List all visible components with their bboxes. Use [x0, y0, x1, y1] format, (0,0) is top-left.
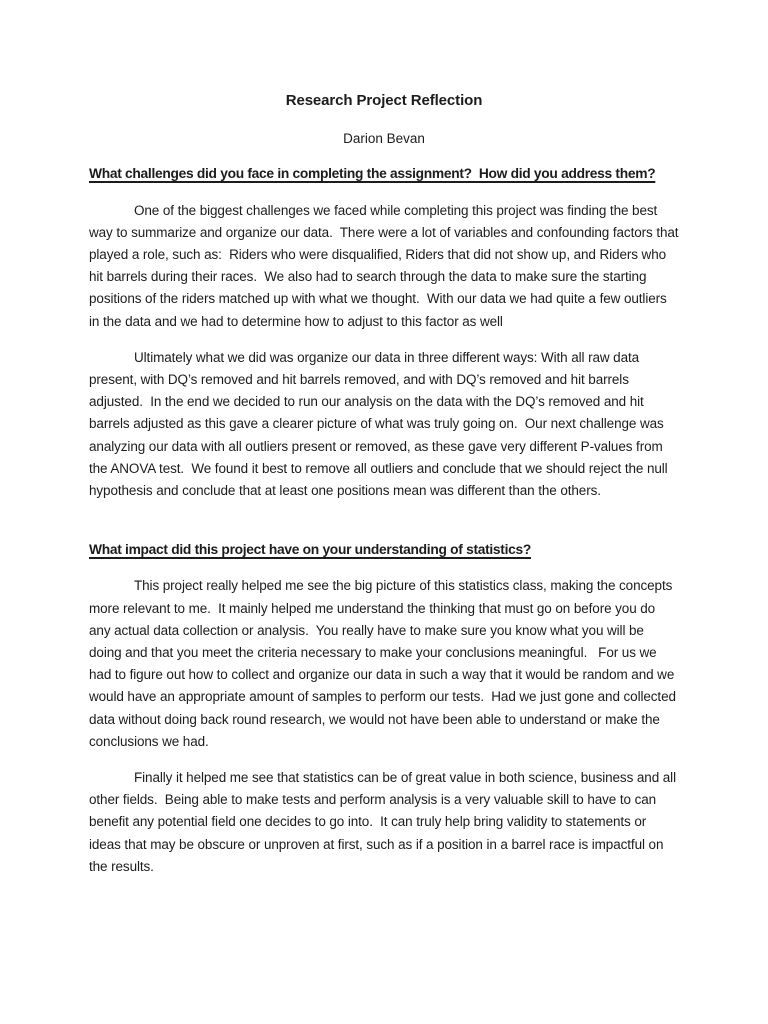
document-title: Research Project Reflection [285, 92, 483, 109]
paragraph-impact-1: This project really helped me see the big picture of this statistics class, making the concepts more relevant to me. It mainly helped me understand the thinking that must go on before you do any actual data collection or analysis. You really have to make sure you know what you will be doing and that you meet the criteria necessary to make your conclusions meaningful. For us we had to figure out how to collect and organize our data in such a way that it would be random and we would have an appropriate amount of samples to perform our tests. Had we just gone and collected data without doing back round research, we would not have been able to understand or make the conclusions we had. [89, 578, 680, 749]
section-impact [89, 539, 679, 878]
paragraph-impact-2: Finally it helped me see that statistics can be of great value in both science, business and all other fields. Being able to make tests and perform analysis is a very valuable skill to have to can benefit any potential field one decides to go into. It can truly help bring validity to statements or ideas that may be obscure or unproven at first, such as if a position in a barrel race is impactful on the results. [89, 770, 680, 874]
section-challenges [89, 163, 683, 502]
document-page [89, 0, 683, 878]
paragraph-challenges-2: Ultimately what we did was organize our data in three different ways: With all raw data present, with DQ’s removed and hit barrels removed, and with DQ’s removed and hit barrels adjusted. In the end we decided to run our analysis on the data with the DQ’s removed and hit barrels adjusted as this gave a clearer picture of what was truly going on. Our next challenge was analyzing our data with all outliers present or removed, as these gave very different P-values from the ANOVA test. We found it best to remove all outliers and conclude that we should reject the null hypothesis and conclude that at least one positions mean was different than the others. [89, 349, 672, 499]
section-impact-heading: What impact did this project have on your understanding of statistics? [89, 542, 532, 558]
document-author: Darion Bevan [343, 131, 425, 147]
paragraph-challenges-1: One of the biggest challenges we faced while completing this project was finding the best way to summarize and organize our data. There were a lot of variables and confounding factors that played a role, such as: Riders who were disqualified, Riders that did not show up, and Riders who hit barrels during their races. We also had to search through the data to make sure the starting positions of the riders matched up with what we thought. With our data we had quite a few outliers in the data and we had to determine how to adjust to this factor as well [89, 202, 683, 329]
section-challenges-heading: What challenges did you face in completing the assignment? How did you address them? [89, 166, 656, 182]
